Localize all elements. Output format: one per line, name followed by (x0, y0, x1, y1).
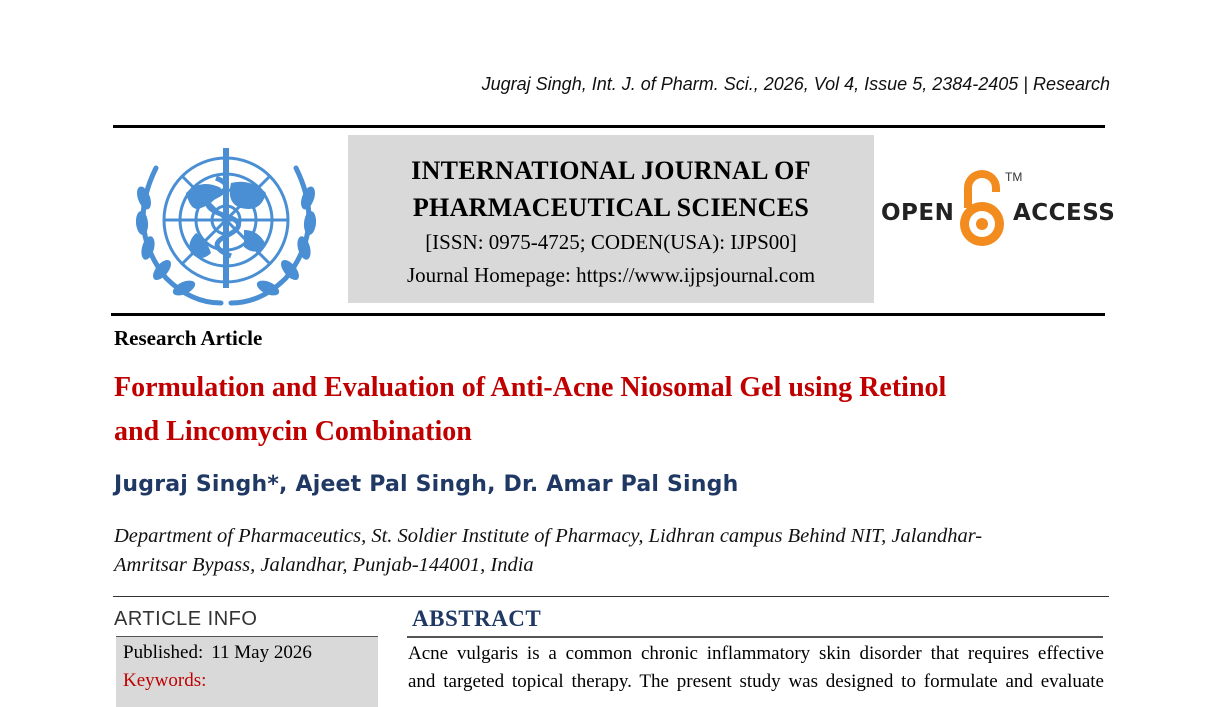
authors: Jugraj Singh*, Ajeet Pal Singh, Dr. Amar Pal Singh (114, 472, 739, 497)
abstract-line1: Acne vulgaris is a common chronic inflammatory skin disorder that requires effective (408, 643, 1104, 664)
section-divider (113, 596, 1109, 597)
open-access-logo (878, 166, 1116, 250)
affiliation-line1: Department of Pharmaceutics, St. Soldier Institute of Pharmacy, Lidhran campus Behind NIT, Jalandhar- (114, 525, 983, 547)
header-bottom-rule (111, 313, 1105, 316)
journal-emblem-icon (126, 138, 326, 308)
journal-masthead (348, 135, 874, 303)
abstract-text (408, 640, 1104, 696)
article-title (114, 366, 1114, 454)
journal-issn: [ISSN: 0975-4725; CODEN(USA): IJPS00] (425, 230, 797, 254)
abstract-heading: ABSTRACT (412, 606, 542, 631)
open-access-open-text: OPEN (881, 200, 955, 226)
article-type: Research Article (114, 326, 263, 350)
open-access-access-text: ACCESS (1013, 200, 1116, 226)
affiliation-line2: Amritsar Bypass, Jalandhar, Punjab-144001, India (114, 554, 534, 576)
keywords-line (116, 667, 378, 695)
published-line (116, 639, 378, 667)
published-label: Published: (123, 642, 204, 663)
article-title-line2: and Lincomycin Combination (114, 416, 472, 447)
keywords-label: Keywords: (123, 670, 207, 691)
trademark-symbol: TM (1005, 170, 1023, 184)
running-header: Jugraj Singh, Int. J. of Pharm. Sci., 2026, Vol 4, Issue 5, 2384-2405 | Research (481, 74, 1110, 94)
journal-homepage-link[interactable]: Journal Homepage: https://www.ijpsjournal.com (406, 263, 816, 287)
published-date: 11 May 2026 (211, 642, 312, 663)
abstract-line2: and targeted topical therapy. The present study was designed to formulate and evaluate (408, 671, 1104, 692)
article-info-box (116, 636, 378, 707)
affiliation (114, 522, 1074, 580)
journal-title-line1: INTERNATIONAL JOURNAL OF (411, 156, 811, 185)
abstract-rule (407, 636, 1103, 638)
article-info-heading: ARTICLE INFO (114, 608, 258, 630)
open-lock-icon (954, 166, 1010, 250)
journal-title (348, 152, 874, 226)
header-top-rule (113, 125, 1105, 128)
journal-title-line2: PHARMACEUTICAL SCIENCES (412, 193, 810, 222)
article-title-line1: Formulation and Evaluation of Anti-Acne Niosomal Gel using Retinol (114, 372, 947, 403)
